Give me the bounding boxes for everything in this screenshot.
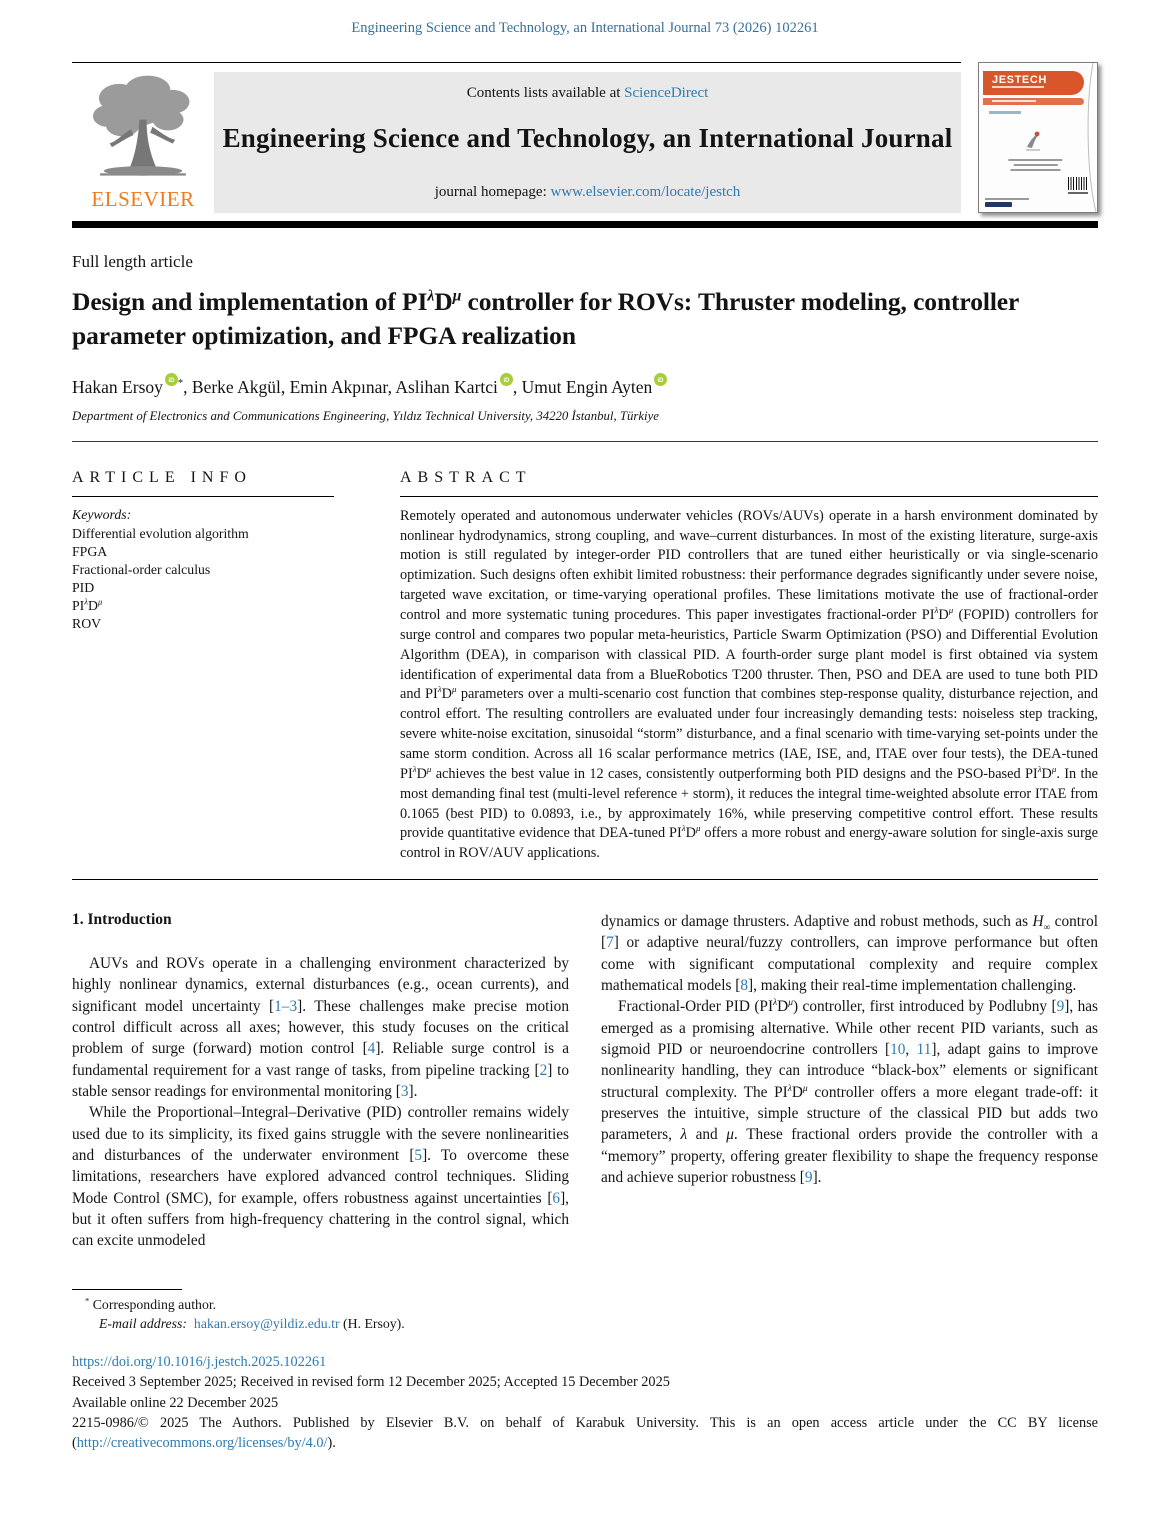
sciencedirect-link[interactable]: ScienceDirect [624, 85, 709, 101]
cover-page-curl [1083, 63, 1097, 212]
cover-masthead-band [983, 71, 1084, 95]
reference-link[interactable]: 5 [414, 1147, 423, 1165]
article-info-column [72, 469, 334, 864]
keyword-item: FPGA [72, 543, 108, 559]
abstract-text: Remotely operated and autonomous underwater vehicles (ROVs/AUVs) operate in a harsh environment dominated by nonlinear hydrodynamics, strong coupling, and wave–current disturbances. In most of the existing literature, surge-axis motion is still regulated by integer-order PID controllers that are tuned either heuristically or via single-scenario optimization. Such designs often exhibit limited robustness: their performance degrades significantly under severe noise, targeted wave excitation, or time-varying operational profiles. These limitations motivate the use of fractional-order control and more systematic tuning procedures. This paper investigates fractional-order $PI^\lambda D^\mu$ (FOPID) controllers for surge control and compares two popular meta-heuristics, Particle Swarm Optimization (PSO) and Differential Evolution Algorithm (DEA), in comparison with classical PID. A fourth-order surge plant model is first obtained via system identification of experimental data from a BlueRobotics T200 thruster. Then, PSO and DEA are used to tune both PID and $PI^\lambda D^\mu$ parameters over a multi-scenario cost function that combines step-response quality, disturbance rejection, and control effort. The resulting controllers are evaluated under four increasingly demanding tests: noiseless step tracking, severe white-noise excitation, sinusoidal “storm” disturbance, and a final scenario with time-varying set-points under the same storm condition. Across all 16 scalar performance metrics (IAE, ISE, and, ITAE over four tests), the DEA-tuned $PI^\lambda D^\mu$ achieves the best value in 12 cases, consistently outperforming both PID designs and the PSO-based $PI^\lambda D^\mu$. In the most demanding final test (multi-level reference + storm), it reduces the integral time-weighted absolute error ITAE from 0.1065 (best PID) to 0.0893, i.e., by approximately 16%, while preserving competitive control effort. These results provide quantitative evidence that DEA-tuned $PI^\lambda D^\mu$ offers a more robust and energy-aware solution for single-axis surge control in ROV/AUV applications. [400, 507, 1099, 862]
affiliation: Department of Electronics and Communications Engineering, Yıldız Technical University, 34220 İstanbul, Türkiye [72, 408, 659, 423]
email-label: E-mail address: [99, 1315, 188, 1331]
article-title: Design and implementation of $PI^\lambda D^\mu$ controller for ROVs: Thruster modeling, controller parameter optimization, and FPGA realization [72, 287, 1019, 350]
article-info-heading: ARTICLE INFO [72, 468, 252, 486]
intro-right-column [601, 911, 1098, 1252]
journal-cover-thumbnail[interactable] [978, 62, 1098, 213]
copyright-line: 2215-0986/© 2025 The Authors. Published by Elsevier B.V. on behalf of Karabuk University. This is an open access article under the CC BY license (http://creativecommons.org/licenses/by/4.0/). [72, 1415, 1098, 1452]
keyword-item: Differential evolution algorithm [72, 525, 249, 541]
section-divider-rule [72, 879, 1098, 880]
cover-text-line [1011, 169, 1061, 171]
journal-homepage-link[interactable]: www.elsevier.com/locate/jestch [550, 184, 741, 200]
elsevier-logo[interactable] [72, 72, 214, 213]
reference-link[interactable]: 7 [606, 934, 614, 952]
introduction-heading: 1. Introduction [72, 911, 172, 929]
reference-link[interactable]: 8 [740, 977, 748, 995]
journal-reference-header: Engineering Science and Technology, an International Journal 73 (2026) 102261 [351, 20, 819, 36]
cover-url-strip [983, 98, 1084, 105]
cover-sciencedirect-badge [985, 202, 1012, 207]
keywords-list [72, 525, 334, 633]
header-thin-rule [72, 441, 1098, 442]
abstract-rule [400, 496, 1098, 497]
abstract-heading: ABSTRACT [400, 468, 532, 486]
svg-text:iD: iD [503, 377, 510, 384]
email-link[interactable]: hakan.ersoy@yildiz.edu.tr [193, 1315, 340, 1331]
keywords-label: Keywords: [72, 506, 132, 522]
cover-volume-line [989, 111, 1021, 114]
reference-link[interactable]: 2 [539, 1061, 548, 1079]
corresponding-author-mark: * [177, 377, 184, 389]
author-name[interactable]: Emin Akpınar [289, 376, 388, 397]
orcid-icon[interactable] [654, 370, 667, 383]
intro-paragraph: AUVs and ROVs operate in a challenging environment characterized by highly nonlinear dynamics, external disturbances (e.g., ocean currents), and significant model uncertainty [1–3]. These challenges make precise motion control difficult across all axes; however, this study focuses on the critical problem of surge (forward) motion control [4]. Reliable surge control is a fundamental requirement for a vast range of tasks, from pipeline tracking [2] to stable sensor readings for environmental monitoring [3]. [72, 955, 569, 1101]
reference-link[interactable]: 4 [367, 1040, 376, 1058]
reference-link[interactable]: 6 [552, 1189, 561, 1207]
intro-paragraph: Fractional-Order PID $(PI^\lambda D^\mu)$ controller, first introduced by Podlubny [9], has emerged as a promising alternative. While other recent PID variants, such as sigmoid PID or neuroendocrine controllers [10, 11], adapt gains to improve nonlinearity handling, they can introduce “black-box” elements or significant structural complexity. The $PI^\lambda D^\mu$ controller offers a more elegant trade-off: it preserves the intuitive, simple structure of the classical PID but adds two parameters, λ and μ. These fractional orders provide the controller with a “memory” property, offering greater flexibility to shape the frequency response and achieve superior robustness [9]. [601, 998, 1098, 1187]
elsevier-wordmark: ELSEVIER [91, 187, 195, 211]
reference-link[interactable]: 3 [400, 1083, 409, 1101]
keyword-item: PID [72, 579, 95, 595]
author-name[interactable]: Aslihan Kartci [395, 376, 498, 397]
author-name[interactable]: Berke Akgül [191, 376, 281, 397]
article-info-rule [72, 496, 334, 497]
elsevier-tree-icon [83, 72, 203, 189]
reference-link[interactable]: 1–3 [274, 997, 298, 1015]
svg-text:iD: iD [168, 377, 175, 384]
intro-paragraph: While the Proportional–Integral–Derivative (PID) controller remains widely used due to its simplicity, its fixed gains struggle with the severe nonlinearities and disturbances of the underwater environment [5]. To overcome these limitations, researchers have explored advanced control techniques. Sliding Mode Control (SMC), for example, offers robustness against uncertainties [6], but it often suffers from high-frequency chattering in the control signal, which can excite unmodeled [72, 1104, 569, 1250]
article-type-label: Full length article [72, 252, 193, 271]
author-name[interactable]: Hakan Ersoy [72, 376, 163, 397]
reference-link[interactable]: 10 [890, 1041, 906, 1059]
keyword-item: ROV [72, 615, 102, 631]
reference-link[interactable]: 11 [916, 1041, 932, 1059]
author-list: Hakan Ersoy iD *, Berke Akgül, Emin Akpınar, Aslihan Kartci iD , Umut Engin Ayten iD [72, 370, 1098, 398]
cover-masthead: JESTECH [992, 74, 1047, 86]
corresponding-author-note: * Corresponding author. [85, 1295, 217, 1312]
author-name[interactable]: Umut Engin Ayten [521, 376, 653, 397]
footnote-rule [72, 1289, 182, 1290]
abstract-column [400, 469, 1098, 864]
cover-text-line [1008, 159, 1062, 161]
journal-banner [72, 62, 1098, 213]
cover-text-line [1014, 164, 1058, 166]
doi-link[interactable]: https://doi.org/10.1016/j.jestch.2025.102261 [72, 1353, 327, 1370]
svg-text:iD: iD [657, 377, 664, 384]
reference-link[interactable]: 9 [804, 1169, 813, 1187]
keyword-item: Fractional-order calculus [72, 561, 211, 577]
received-dates-line: Received 3 September 2025; Received in revised form 12 December 2025; Accepted 15 December 2025 [72, 1374, 670, 1391]
header-divider-bar [72, 221, 1098, 228]
orcid-icon[interactable] [165, 370, 178, 383]
journal-title: Engineering Science and Technology, an International Journal [222, 123, 953, 153]
reference-link[interactable]: 9 [1056, 998, 1065, 1016]
contents-list-line: Contents lists available at ScienceDirect [466, 85, 709, 101]
email-note: E-mail address: hakan.ersoy@yildiz.edu.tr (H. Ersoy). [99, 1315, 405, 1331]
intro-paragraph: dynamics or damage thrusters. Adaptive and robust methods, such as $H_\infty$ control [7] or adaptive neural/fuzzy controllers, can improve performance but often come with significant computational complexity and require complex mathematical models [8], making their real-time implementation challenging. [601, 913, 1098, 995]
cover-masthead-subtitle [992, 86, 1044, 88]
intro-left-column [72, 911, 569, 1252]
available-online-line: Available online 22 December 2025 [72, 1394, 279, 1411]
url-link[interactable]: http://creativecommons.org/licenses/by/4.0/ [76, 1435, 328, 1452]
journal-homepage-line: journal homepage: www.elsevier.com/locate/jestch [434, 184, 741, 200]
orcid-icon[interactable] [500, 370, 513, 383]
cover-footer-line [985, 198, 1029, 200]
cover-university-emblem [1021, 129, 1045, 160]
keyword-item: $PI^\lambda D^\mu$ [72, 596, 103, 613]
